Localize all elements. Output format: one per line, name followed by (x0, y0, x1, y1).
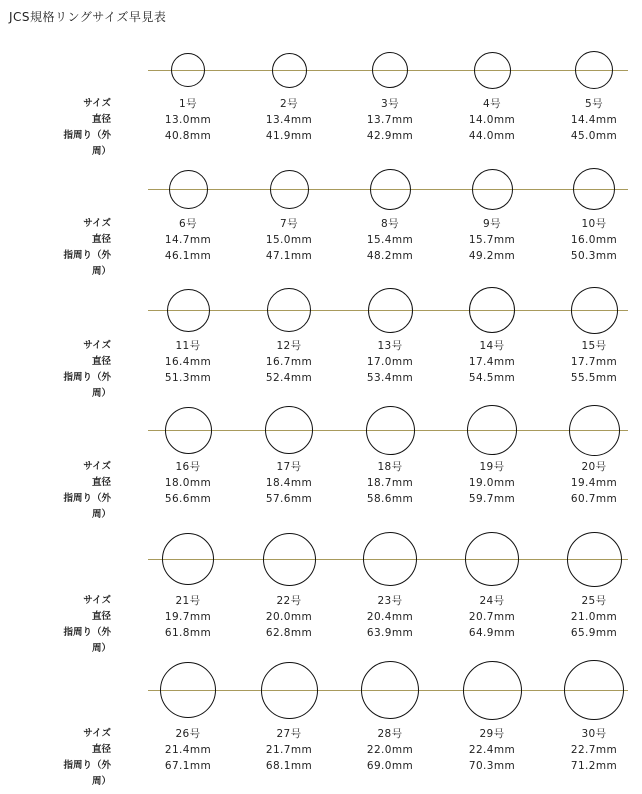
ring-circumference: 42.9mm (366, 130, 414, 142)
ring-circumference: 50.3mm (570, 250, 618, 262)
ring-size: 5号 (585, 98, 603, 110)
ring-diameter: 15.0mm (265, 234, 313, 246)
ring-size: 27号 (276, 728, 302, 740)
ring-circle (363, 532, 417, 586)
ring-circle (366, 406, 415, 455)
ring-size: 6号 (179, 218, 197, 230)
ring-diameter: 16.0mm (570, 234, 618, 246)
ring-circle (361, 661, 419, 719)
ring-size: 24号 (479, 595, 505, 607)
row-label-size: サイズ (83, 461, 111, 472)
ring-circle (162, 533, 214, 585)
ring-circumference: 67.1mm (164, 760, 212, 772)
ring-circle (467, 405, 517, 455)
ring-size: 18号 (377, 461, 403, 473)
ring-circumference: 71.2mm (570, 760, 618, 772)
ring-size: 28号 (377, 728, 403, 740)
ring-size: 23号 (377, 595, 403, 607)
ring-diameter: 16.7mm (265, 356, 313, 368)
row-label-size: サイズ (83, 98, 111, 109)
ring-circle (167, 289, 210, 332)
ring-size: 7号 (280, 218, 298, 230)
ring-circle (165, 407, 212, 454)
ring-circumference: 64.9mm (468, 627, 516, 639)
ring-circumference: 46.1mm (164, 250, 212, 262)
ring-circle (372, 52, 408, 88)
ring-size: 9号 (483, 218, 501, 230)
row-label-circumference: 指周り（外周） (63, 627, 111, 654)
ring-diameter: 22.7mm (570, 744, 618, 756)
ring-circle (160, 662, 216, 718)
ring-size: 29号 (479, 728, 505, 740)
ring-circumference: 54.5mm (468, 372, 516, 384)
ring-diameter: 20.0mm (265, 611, 313, 623)
ring-circle (265, 406, 313, 454)
ring-size: 13号 (377, 340, 403, 352)
ring-size: 1号 (179, 98, 197, 110)
row-label-circumference: 指周り（外周） (63, 760, 111, 787)
ring-size: 20号 (581, 461, 607, 473)
ring-circumference: 68.1mm (265, 760, 313, 772)
ring-diameter: 19.4mm (570, 477, 618, 489)
page-title: JCS規格リングサイズ早見表 (9, 10, 167, 24)
ring-diameter: 19.0mm (468, 477, 516, 489)
ring-size: 16号 (175, 461, 201, 473)
ring-circle (267, 288, 311, 332)
ring-diameter: 14.0mm (468, 114, 516, 126)
row-label-size: サイズ (83, 728, 111, 739)
ring-diameter: 18.7mm (366, 477, 414, 489)
ring-circle (573, 168, 615, 210)
ring-circle (564, 660, 624, 720)
ring-size: 21号 (175, 595, 201, 607)
ring-circumference: 51.3mm (164, 372, 212, 384)
ring-diameter: 21.0mm (570, 611, 618, 623)
ring-circle (472, 169, 513, 210)
ring-size: 15号 (581, 340, 607, 352)
ring-circle (368, 288, 413, 333)
ring-circle (469, 287, 515, 333)
ring-diameter: 21.7mm (265, 744, 313, 756)
ring-circle (567, 532, 622, 587)
row-label-circumference: 指周り（外周） (63, 250, 111, 277)
ring-diameter: 17.7mm (570, 356, 618, 368)
ring-circumference: 49.2mm (468, 250, 516, 262)
ring-circumference: 44.0mm (468, 130, 516, 142)
ring-diameter: 19.7mm (164, 611, 212, 623)
ring-size: 11号 (175, 340, 201, 352)
row-label-circumference: 指周り（外周） (63, 372, 111, 399)
ring-size: 3号 (381, 98, 399, 110)
ring-circle (575, 51, 613, 89)
ring-circle (474, 52, 511, 89)
row-label-size: サイズ (83, 218, 111, 229)
ring-circle (171, 53, 205, 87)
row-label-diameter: 直径 (91, 477, 111, 488)
row-label-size: サイズ (83, 595, 111, 606)
ring-circumference: 48.2mm (366, 250, 414, 262)
ring-diameter: 13.0mm (164, 114, 212, 126)
ring-size: 14号 (479, 340, 505, 352)
ring-circumference: 53.4mm (366, 372, 414, 384)
ring-diameter: 14.4mm (570, 114, 618, 126)
ring-diameter: 13.7mm (366, 114, 414, 126)
row-label-diameter: 直径 (91, 356, 111, 367)
ring-size: 25号 (581, 595, 607, 607)
ring-circle (169, 170, 208, 209)
ring-circle (263, 533, 316, 586)
ring-circumference: 69.0mm (366, 760, 414, 772)
row-label-diameter: 直径 (91, 234, 111, 245)
ring-diameter: 22.4mm (468, 744, 516, 756)
ring-circle (571, 287, 618, 334)
ring-circumference: 52.4mm (265, 372, 313, 384)
ring-size: 8号 (381, 218, 399, 230)
ring-diameter: 20.4mm (366, 611, 414, 623)
ring-diameter: 17.0mm (366, 356, 414, 368)
ring-diameter: 21.4mm (164, 744, 212, 756)
ring-size: 26号 (175, 728, 201, 740)
ring-circumference: 61.8mm (164, 627, 212, 639)
ring-circumference: 40.8mm (164, 130, 212, 142)
ring-size: 22号 (276, 595, 302, 607)
ring-circle (465, 532, 519, 586)
ring-diameter: 20.7mm (468, 611, 516, 623)
ring-circumference: 47.1mm (265, 250, 313, 262)
ring-circumference: 60.7mm (570, 493, 618, 505)
ring-diameter: 16.4mm (164, 356, 212, 368)
row-label-size: サイズ (83, 340, 111, 351)
ring-diameter: 18.0mm (164, 477, 212, 489)
ring-diameter: 22.0mm (366, 744, 414, 756)
row-label-circumference: 指周り（外周） (63, 130, 111, 157)
row-label-diameter: 直径 (91, 611, 111, 622)
ring-circle (569, 405, 620, 456)
ring-circumference: 45.0mm (570, 130, 618, 142)
ring-circumference: 41.9mm (265, 130, 313, 142)
ring-circumference: 57.6mm (265, 493, 313, 505)
ring-circumference: 62.8mm (265, 627, 313, 639)
ring-size: 19号 (479, 461, 505, 473)
ring-diameter: 17.4mm (468, 356, 516, 368)
ring-circumference: 63.9mm (366, 627, 414, 639)
ring-diameter: 13.4mm (265, 114, 313, 126)
ring-circumference: 59.7mm (468, 493, 516, 505)
ring-circle (272, 53, 307, 88)
ring-diameter: 18.4mm (265, 477, 313, 489)
ring-diameter: 15.4mm (366, 234, 414, 246)
ring-circle (370, 169, 411, 210)
ring-size: 2号 (280, 98, 298, 110)
row-label-circumference: 指周り（外周） (63, 493, 111, 520)
ring-size: 12号 (276, 340, 302, 352)
ring-circumference: 55.5mm (570, 372, 618, 384)
ring-circumference: 56.6mm (164, 493, 212, 505)
ring-circumference: 58.6mm (366, 493, 414, 505)
ring-circumference: 70.3mm (468, 760, 516, 772)
row-label-diameter: 直径 (91, 744, 111, 755)
row-label-diameter: 直径 (91, 114, 111, 125)
ring-diameter: 14.7mm (164, 234, 212, 246)
ring-size: 4号 (483, 98, 501, 110)
ring-size: 10号 (581, 218, 607, 230)
ring-circumference: 65.9mm (570, 627, 618, 639)
ring-diameter: 15.7mm (468, 234, 516, 246)
ring-circle (463, 661, 522, 720)
ring-circle (261, 662, 318, 719)
ring-circle (270, 170, 309, 209)
ring-size: 30号 (581, 728, 607, 740)
ring-size: 17号 (276, 461, 302, 473)
